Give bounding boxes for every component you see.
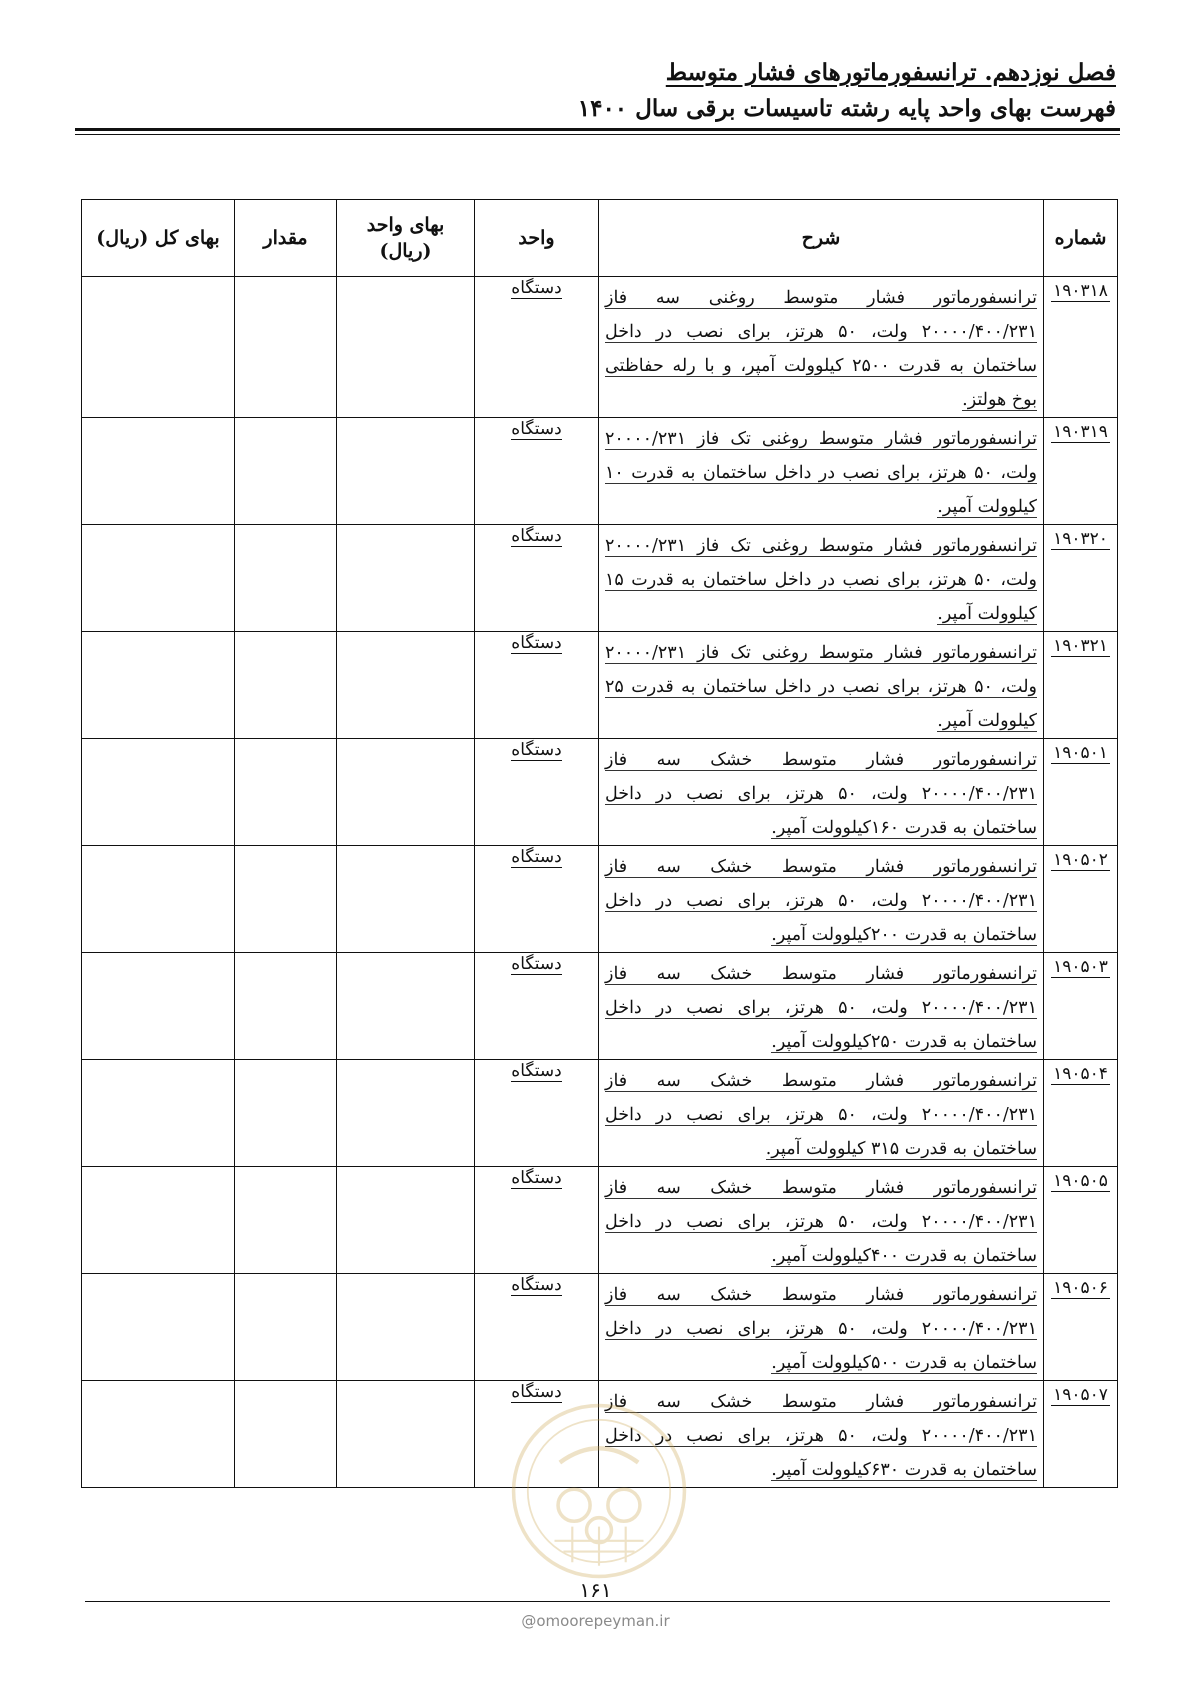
item-number-cell	[1044, 418, 1118, 525]
table-row	[82, 1167, 1118, 1274]
table-row	[82, 277, 1118, 418]
item-number: ۱۹۰۵۰۲	[1053, 850, 1108, 870]
table-row	[82, 846, 1118, 953]
price-table	[81, 199, 1118, 1488]
item-unit-cell	[475, 1274, 599, 1381]
item-unit: دستگاه	[511, 278, 562, 298]
item-total-price-cell	[82, 632, 235, 739]
item-number: ۱۹۰۳۲۱	[1053, 636, 1108, 656]
item-description: ترانسفورماتور فشار متوسط خشک سه فاز ۲۰۰۰۰/۴۰۰/۲۳۱ ولت، ۵۰ هرتز، برای نصب در داخل ساختمان به قدرت ۴۰۰کیلوولت آمپر.	[605, 1178, 1037, 1266]
item-unit-cell	[475, 418, 599, 525]
item-description: ترانسفورماتور فشار متوسط خشک سه فاز ۲۰۰۰۰/۴۰۰/۲۳۱ ولت، ۵۰ هرتز، برای نصب در داخل ساختمان به قدرت ۱۶۰کیلوولت آمپر.	[605, 750, 1037, 838]
item-number: ۱۹۰۵۰۵	[1053, 1171, 1108, 1191]
item-number-cell	[1044, 1060, 1118, 1167]
column-header-description: شرح	[599, 200, 1044, 277]
item-unit: دستگاه	[511, 633, 562, 653]
item-unit-cell	[475, 739, 599, 846]
item-number: ۱۹۰۵۰۶	[1053, 1278, 1108, 1298]
item-total-price-cell	[82, 418, 235, 525]
item-quantity-cell	[235, 739, 337, 846]
item-unit-cell	[475, 632, 599, 739]
item-unit-price-cell	[337, 953, 475, 1060]
item-description: ترانسفورماتور فشار متوسط خشک سه فاز ۲۰۰۰۰/۴۰۰/۲۳۱ ولت، ۵۰ هرتز، برای نصب در داخل ساختمان به قدرت ۶۳۰کیلوولت آمپر.	[605, 1392, 1037, 1480]
table-row	[82, 525, 1118, 632]
item-quantity-cell	[235, 1381, 337, 1488]
item-description-cell	[599, 277, 1044, 418]
item-number: ۱۹۰۵۰۱	[1053, 743, 1108, 763]
item-unit-cell	[475, 1167, 599, 1274]
item-quantity-cell	[235, 953, 337, 1060]
item-number: ۱۹۰۳۱۸	[1053, 281, 1108, 301]
item-unit-price-cell	[337, 277, 475, 418]
item-unit: دستگاه	[511, 847, 562, 867]
item-description-cell	[599, 739, 1044, 846]
item-number: ۱۹۰۵۰۳	[1053, 957, 1108, 977]
item-unit-cell	[475, 846, 599, 953]
item-unit: دستگاه	[511, 740, 562, 760]
item-number-cell	[1044, 846, 1118, 953]
catalog-title: فهرست بهای واحد پایه رشته تاسیسات برقی سال ۱۴۰۰	[577, 95, 1116, 122]
table-row	[82, 739, 1118, 846]
page-header	[76, 58, 1116, 124]
column-header-quantity: مقدار	[235, 200, 337, 277]
item-unit-price-cell	[337, 1167, 475, 1274]
item-description-cell	[599, 632, 1044, 739]
item-unit-cell	[475, 1060, 599, 1167]
item-total-price-cell	[82, 739, 235, 846]
item-description-cell	[599, 1167, 1044, 1274]
item-number-cell	[1044, 953, 1118, 1060]
item-unit: دستگاه	[511, 954, 562, 974]
item-unit: دستگاه	[511, 526, 562, 546]
item-total-price-cell	[82, 1381, 235, 1488]
header-rule-thin	[75, 134, 1120, 135]
item-total-price-cell	[82, 277, 235, 418]
footer-rule	[85, 1601, 1110, 1602]
item-unit-price-cell	[337, 632, 475, 739]
watermark-logo	[510, 1402, 688, 1580]
item-unit-cell	[475, 277, 599, 418]
item-description-cell	[599, 418, 1044, 525]
item-number-cell	[1044, 632, 1118, 739]
table-header-row	[82, 200, 1118, 277]
item-total-price-cell	[82, 1167, 235, 1274]
item-description: ترانسفورماتور فشار متوسط روغنی تک فاز ۲۰۰۰۰/۲۳۱ ولت، ۵۰ هرتز، برای نصب در داخل ساختمان به قدرت ۲۵ کیلوولت آمپر.	[605, 643, 1037, 731]
item-total-price-cell	[82, 1060, 235, 1167]
column-header-unit-price: بهای واحد (ریال)	[337, 200, 475, 277]
item-total-price-cell	[82, 525, 235, 632]
item-description-cell	[599, 1274, 1044, 1381]
item-description: ترانسفورماتور فشار متوسط روغنی تک فاز ۲۰۰۰۰/۲۳۱ ولت، ۵۰ هرتز، برای نصب در داخل ساختمان به قدرت ۱۵ کیلوولت آمپر.	[605, 536, 1037, 624]
item-description: ترانسفورماتور فشار متوسط خشک سه فاز ۲۰۰۰۰/۴۰۰/۲۳۱ ولت، ۵۰ هرتز، برای نصب در داخل ساختمان به قدرت ۲۰۰کیلوولت آمپر.	[605, 857, 1037, 945]
item-quantity-cell	[235, 632, 337, 739]
item-description-cell	[599, 1060, 1044, 1167]
column-header-number: شماره	[1044, 200, 1118, 277]
item-number-cell	[1044, 739, 1118, 846]
item-number-cell	[1044, 525, 1118, 632]
item-description: ترانسفورماتور فشار متوسط خشک سه فاز ۲۰۰۰۰/۴۰۰/۲۳۱ ولت، ۵۰ هرتز، برای نصب در داخل ساختمان به قدرت ۳۱۵ کیلوولت آمپر.	[605, 1071, 1037, 1159]
column-header-total-price: بهای کل (ریال)	[82, 200, 235, 277]
item-total-price-cell	[82, 846, 235, 953]
item-quantity-cell	[235, 1060, 337, 1167]
item-quantity-cell	[235, 418, 337, 525]
item-unit-cell	[475, 953, 599, 1060]
item-unit: دستگاه	[511, 1382, 562, 1402]
item-quantity-cell	[235, 277, 337, 418]
item-number-cell	[1044, 1167, 1118, 1274]
item-unit-price-cell	[337, 1060, 475, 1167]
item-quantity-cell	[235, 1274, 337, 1381]
item-number-cell	[1044, 1381, 1118, 1488]
item-description: ترانسفورماتور فشار متوسط روغنی سه فاز ۲۰۰۰۰/۴۰۰/۲۳۱ ولت، ۵۰ هرتز، برای نصب در داخل ساختمان به قدرت ۲۵۰۰ کیلوولت آمپر، و با رله حفاظتی بوخ هولتز.	[605, 288, 1037, 410]
item-number: ۱۹۰۳۲۰	[1053, 529, 1108, 549]
page-number: ۱۶۱	[579, 1578, 612, 1602]
item-description: ترانسفورماتور فشار متوسط خشک سه فاز ۲۰۰۰۰/۴۰۰/۲۳۱ ولت، ۵۰ هرتز، برای نصب در داخل ساختمان به قدرت ۲۵۰کیلوولت آمپر.	[605, 964, 1037, 1052]
item-unit: دستگاه	[511, 1061, 562, 1081]
item-quantity-cell	[235, 1167, 337, 1274]
item-number: ۱۹۰۵۰۷	[1053, 1385, 1108, 1405]
item-description-cell	[599, 525, 1044, 632]
item-unit-price-cell	[337, 418, 475, 525]
item-unit: دستگاه	[511, 419, 562, 439]
item-description: ترانسفورماتور فشار متوسط خشک سه فاز ۲۰۰۰۰/۴۰۰/۲۳۱ ولت، ۵۰ هرتز، برای نصب در داخل ساختمان به قدرت ۵۰۰کیلوولت آمپر.	[605, 1285, 1037, 1373]
website-footer: @omoorepeyman.ir	[521, 1612, 670, 1630]
table-row	[82, 632, 1118, 739]
item-description-cell	[599, 846, 1044, 953]
item-quantity-cell	[235, 525, 337, 632]
item-number-cell	[1044, 1274, 1118, 1381]
table-row	[82, 953, 1118, 1060]
item-unit-price-cell	[337, 739, 475, 846]
item-number: ۱۹۰۵۰۴	[1053, 1064, 1108, 1084]
item-unit: دستگاه	[511, 1168, 562, 1188]
item-unit-cell	[475, 525, 599, 632]
item-total-price-cell	[82, 953, 235, 1060]
item-description-cell	[599, 953, 1044, 1060]
item-description: ترانسفورماتور فشار متوسط روغنی تک فاز ۲۰۰۰۰/۲۳۱ ولت، ۵۰ هرتز، برای نصب در داخل ساختمان به قدرت ۱۰ کیلوولت آمپر.	[605, 429, 1037, 517]
item-unit-price-cell	[337, 525, 475, 632]
item-number-cell	[1044, 277, 1118, 418]
header-rule-thick	[75, 128, 1120, 131]
chapter-title: فصل نوزدهم. ترانسفورماتورهای فشار متوسط	[665, 59, 1116, 86]
item-unit: دستگاه	[511, 1275, 562, 1295]
table-row	[82, 1274, 1118, 1381]
table-row	[82, 1060, 1118, 1167]
table-row	[82, 418, 1118, 525]
item-quantity-cell	[235, 846, 337, 953]
item-unit-price-cell	[337, 846, 475, 953]
item-number: ۱۹۰۳۱۹	[1053, 422, 1108, 442]
item-unit-price-cell	[337, 1274, 475, 1381]
item-total-price-cell	[82, 1274, 235, 1381]
column-header-unit: واحد	[475, 200, 599, 277]
item-unit-price-cell	[337, 1381, 475, 1488]
